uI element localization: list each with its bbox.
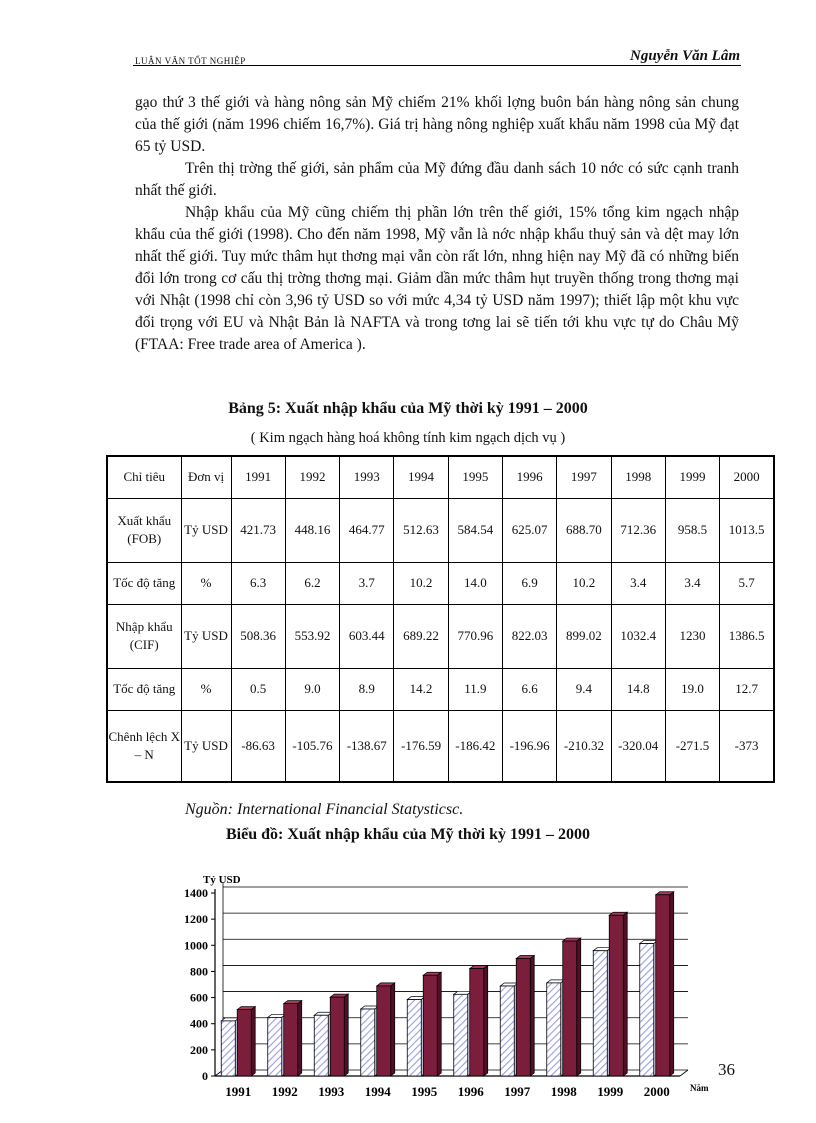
paragraph-2: Trên thị trờng thế giới, sản phẩm của Mỹ đứng đầu danh sách 10 nớc có sức cạnh tranh nhất thế giới. <box>135 160 739 199</box>
y-tick-label: 600 <box>190 990 208 1005</box>
page-number: 36 <box>718 1060 735 1079</box>
value-cell: 448.16 <box>285 498 339 562</box>
export-bar <box>454 994 468 1076</box>
value-cell: 421.73 <box>231 498 285 562</box>
export-bar <box>593 951 607 1076</box>
row-label-cell: Xuất khẩu (FOB) <box>107 498 181 562</box>
value-cell: -210.32 <box>557 710 611 782</box>
value-cell: 9.0 <box>285 668 339 710</box>
import-bar-side <box>577 938 581 1076</box>
value-cell: 8.9 <box>340 668 394 710</box>
value-cell: 689.22 <box>394 604 448 668</box>
import-bar-side <box>251 1007 255 1076</box>
value-cell: 822.03 <box>502 604 556 668</box>
unit-cell: Tỷ USD <box>181 498 231 562</box>
import-bar <box>377 986 391 1076</box>
table-header-cell: 1995 <box>448 456 502 498</box>
value-cell: 688.70 <box>557 498 611 562</box>
table-row <box>107 604 774 668</box>
value-cell: -86.63 <box>231 710 285 782</box>
value-cell: 553.92 <box>285 604 339 668</box>
table-row <box>107 710 774 782</box>
header-thesis-label: LUẬN VĂN TỐT NGHIỆP <box>135 56 246 66</box>
export-bar <box>361 1009 375 1076</box>
value-cell: 512.63 <box>394 498 448 562</box>
import-bar-side <box>391 983 395 1076</box>
value-cell: 14.8 <box>611 668 665 710</box>
import-bar-side <box>344 994 348 1076</box>
export-bar <box>314 1015 328 1076</box>
unit-cell: Tỷ USD <box>181 710 231 782</box>
table-header-cell: 1994 <box>394 456 448 498</box>
import-bar <box>656 895 670 1076</box>
export-bar <box>547 983 561 1076</box>
value-cell: 6.2 <box>285 562 339 604</box>
x-tick-label: 2000 <box>643 1084 670 1099</box>
table-header-cell: 1996 <box>502 456 556 498</box>
table-header-cell: Đơn vị <box>181 456 231 498</box>
value-cell: 0.5 <box>231 668 285 710</box>
chart-title: Biểu đồ: Xuất nhập khẩu của Mỹ thời kỳ 1991 – 2000 <box>225 826 591 843</box>
unit-cell: Tỷ USD <box>181 604 231 668</box>
value-cell: 770.96 <box>448 604 502 668</box>
value-cell: 6.6 <box>502 668 556 710</box>
floor-edge <box>680 1070 688 1076</box>
export-bar <box>221 1021 235 1076</box>
value-cell: 508.36 <box>231 604 285 668</box>
table-header-row <box>107 456 774 498</box>
import-bar <box>284 1004 298 1076</box>
import-bar-side <box>670 892 674 1076</box>
unit-cell: % <box>181 562 231 604</box>
value-cell: -186.42 <box>448 710 502 782</box>
x-tick-label: 1992 <box>271 1084 298 1099</box>
value-cell: 10.2 <box>394 562 448 604</box>
row-label-cell: Chênh lệch X – N <box>107 710 181 782</box>
value-cell: 1032.4 <box>611 604 665 668</box>
value-cell: 1386.5 <box>720 604 774 668</box>
table-header-cell: 1991 <box>231 456 285 498</box>
value-cell: 3.4 <box>611 562 665 604</box>
table-header-cell: Chỉ tiêu <box>107 456 181 498</box>
import-bar-side <box>623 912 627 1076</box>
value-cell: 3.7 <box>340 562 394 604</box>
trade-table <box>106 455 775 783</box>
import-bar <box>609 915 623 1076</box>
import-bar <box>470 969 484 1076</box>
value-cell: 6.3 <box>231 562 285 604</box>
value-cell: -320.04 <box>611 710 665 782</box>
table-subtitle: ( Kim ngạch hàng hoá không tính kim ngạch dịch vụ ) <box>250 430 566 446</box>
import-bar-side <box>437 972 441 1076</box>
y-tick-label: 400 <box>190 1016 208 1031</box>
value-cell: 958.5 <box>665 498 719 562</box>
export-bar <box>640 944 654 1076</box>
value-cell: 19.0 <box>665 668 719 710</box>
value-cell: -105.76 <box>285 710 339 782</box>
table-header-cell: 2000 <box>720 456 774 498</box>
x-tick-label: 1998 <box>550 1084 577 1099</box>
x-tick-label: 1993 <box>318 1084 345 1099</box>
y-tick-label: 1400 <box>184 886 208 900</box>
export-bar <box>268 1017 282 1076</box>
paragraph-3: Nhập khẩu của Mỹ cũng chiếm thị phần lớn trên thế giới, 15% tổng kim ngạch nhập khẩu của thế giới (1998). Cho đến năm 1998, Mỹ vẫn là nớc nhập khẩu thuỷ sản và dệt may lớn nhất thế giới. Tuy mức thâm hụt thơng mại vẫn còn rất lớn, nhng hiện nay Mỹ đã có những biến đổi lớn trong cơ cấu thị trờng thơng mại. Giảm dần mức thâm hụt truyền thống trong thơng mại với Nhật (1998 chỉ còn 3,96 tỷ USD so với mức 4,34 tỷ USD năm 1997); thiết lập một khu vực đối trọng với EU và Nhật Bản là NAFTA và trong tơng lai sẽ tiến tới khu vực tự do Châu Mỹ (FTAA: Free trade area of America ). <box>135 204 739 353</box>
value-cell: -196.96 <box>502 710 556 782</box>
y-tick-label: 1000 <box>184 938 208 953</box>
x-tick-label: 1995 <box>411 1084 438 1099</box>
table-row <box>107 668 774 710</box>
value-cell: 12.7 <box>720 668 774 710</box>
x-tick-label: 1996 <box>457 1084 484 1099</box>
import-bar <box>423 975 437 1076</box>
import-bar-side <box>298 1001 302 1076</box>
value-cell: 1013.5 <box>720 498 774 562</box>
paragraph-1: gạo thứ 3 thế giới và hàng nông sản Mỹ chiếm 21% khối lợng buôn bán hàng nông sản chung của thế giới (năm 1996 chiếm 16,7%). Giá trị hàng nông nghiệp xuất khẩu năm 1998 của Mỹ đạt 65 tỷ USD. <box>135 94 739 155</box>
value-cell: 10.2 <box>557 562 611 604</box>
import-bar-side <box>484 966 488 1076</box>
header-divider <box>133 65 741 66</box>
x-tick-label: 1991 <box>225 1084 252 1099</box>
value-cell: 584.54 <box>448 498 502 562</box>
value-cell: 603.44 <box>340 604 394 668</box>
value-cell: 14.0 <box>448 562 502 604</box>
body-text <box>135 92 739 356</box>
value-cell: 9.4 <box>557 668 611 710</box>
value-cell: 11.9 <box>448 668 502 710</box>
value-cell: 3.4 <box>665 562 719 604</box>
y-axis-label: Tỷ USD <box>203 874 241 886</box>
table-row <box>107 562 774 604</box>
import-bar-side <box>530 955 534 1076</box>
x-tick-label: 1994 <box>364 1084 391 1099</box>
x-tick-label: 1997 <box>504 1084 531 1099</box>
trade-bar-chart <box>150 868 720 1104</box>
value-cell: 6.9 <box>502 562 556 604</box>
source-note: Nguồn: International Financial Statysticsc. <box>185 801 464 818</box>
y-tick-label: 800 <box>190 964 208 979</box>
import-bar <box>330 997 344 1076</box>
value-cell: 625.07 <box>502 498 556 562</box>
table-header-cell: 1997 <box>557 456 611 498</box>
import-bar <box>516 958 530 1076</box>
row-label-cell: Tốc độ tăng <box>107 562 181 604</box>
header-author-name: Nguyễn Văn Lâm <box>629 48 740 64</box>
import-bar <box>563 941 577 1076</box>
value-cell: 1230 <box>665 604 719 668</box>
value-cell: 712.36 <box>611 498 665 562</box>
export-bar <box>407 1000 421 1076</box>
value-cell: 5.7 <box>720 562 774 604</box>
y-tick-label: 200 <box>190 1042 208 1057</box>
row-label-cell: Nhập khẩu (CIF) <box>107 604 181 668</box>
table-row <box>107 498 774 562</box>
export-bar <box>500 986 514 1076</box>
table-header-cell: 1998 <box>611 456 665 498</box>
value-cell: -138.67 <box>340 710 394 782</box>
value-cell: -373 <box>720 710 774 782</box>
value-cell: 464.77 <box>340 498 394 562</box>
table-header-cell: 1999 <box>665 456 719 498</box>
value-cell: -176.59 <box>394 710 448 782</box>
value-cell: 14.2 <box>394 668 448 710</box>
import-bar <box>237 1010 251 1076</box>
unit-cell: % <box>181 668 231 710</box>
x-tick-label: 1999 <box>597 1084 624 1099</box>
table-header-cell: 1993 <box>340 456 394 498</box>
value-cell: -271.5 <box>665 710 719 782</box>
x-axis-label: Năm <box>690 1083 709 1093</box>
y-tick-label: 0 <box>202 1069 208 1083</box>
y-tick-label: 1200 <box>184 912 208 927</box>
value-cell: 899.02 <box>557 604 611 668</box>
table-header-cell: 1992 <box>285 456 339 498</box>
row-label-cell: Tốc độ tăng <box>107 668 181 710</box>
table-title: Bảng 5: Xuất nhập khẩu của Mỹ thời kỳ 1991 – 2000 <box>228 400 588 417</box>
